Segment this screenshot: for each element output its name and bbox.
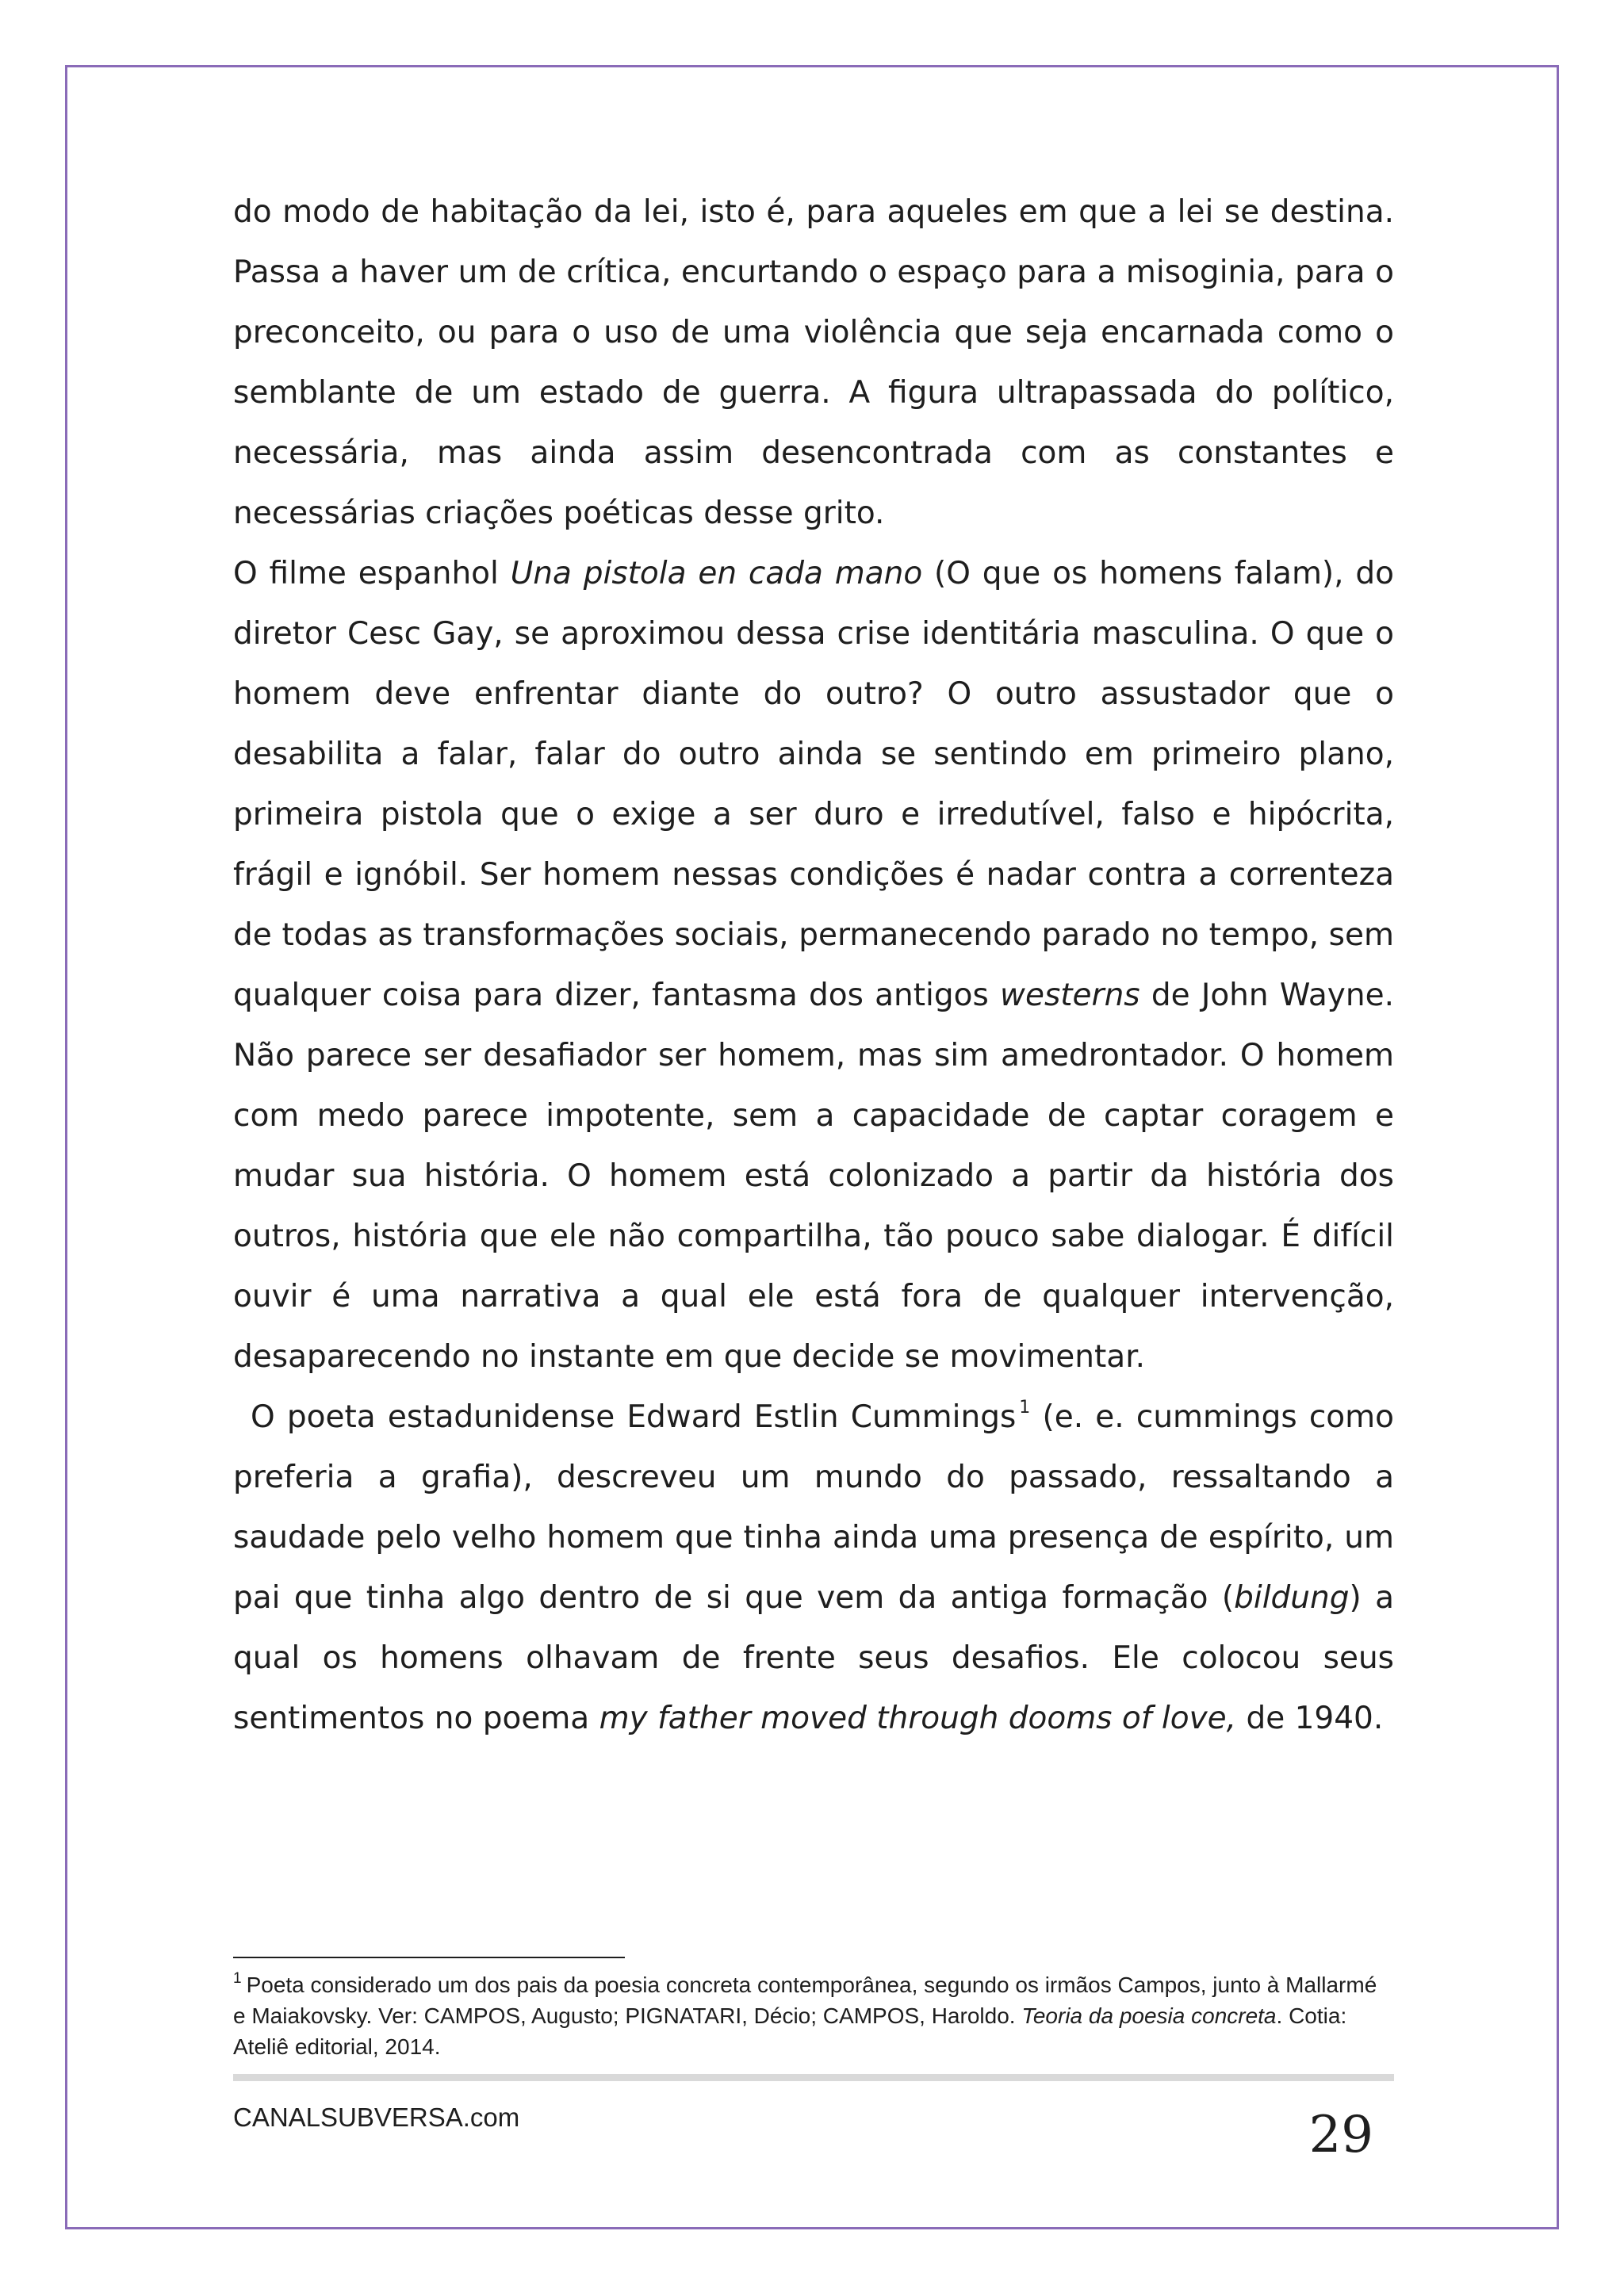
footnote-text-a: Poeta considerado um dos pais da poesia concreta contemporânea, segundo os irmãos Campos, junto à Mallarmé e Maiakovsky. Ver: CAMPOS, Augusto; PIGNATARI, Décio; CAMPOS, Haroldo. [233,1973,1377,2028]
footer-divider [233,2074,1394,2081]
paragraph-2-text-b: (O que os homens falam), do diretor Cesc Gay, se aproximou dessa crise identitária masculina. O que o homem deve enfrentar diante do outro? O outro assustador que o desabilita a falar, falar do outro ainda se sentindo em primeiro plano, primeira pistola que o exige a ser duro e irredutível, falso e hipócrita, frágil e ignóbil. Ser homem nessas condições é nadar contra a correnteza de todas as transformações sociais, permanecendo parado no tempo, sem qualquer coisa para dizer, fantasma dos antigos [233,556,1395,1013]
footnote [233,1969,1394,2062]
footnote-text-b: . Cotia: Ateliê editorial, 2014. [233,2003,1347,2059]
footnote-book-title: Teoria da poesia concreta [1021,2003,1277,2028]
paragraph-2-text-a: O filme espanhol [233,556,511,591]
paragraph-3-text-b: (e. e. cummings como preferia a grafia), descreveu um mundo do passado, ressaltando a saudade pelo velho homem que tinha ainda uma presença de espírito, um pai que tinha algo dentro de si que vem da antiga formação ( [233,1399,1395,1616]
paragraph-1-text: do modo de habitação da lei, isto é, para aqueles em que a lei se destina. Passa a haver um de crítica, encurtando o espaço para a misoginia, para o preconceito, ou para o uso de uma violência que seja encarnada como o semblante de um estado de guerra. A figura ultrapassada do político, necessária, mas ainda assim desencontrada com as constantes e necessárias criações poéticas desse grito. [233,194,1394,531]
paragraph-3-text-c: ) a qual os homens olhavam de frente seus desafios. Ele colocou seus sentimentos no poema [233,1580,1394,1736]
body-text [233,182,1394,1749]
paragraph-3-text-a: O poeta estadunidense Edward Estlin Cummings [251,1399,1017,1435]
paragraph-3 [233,1387,1394,1749]
bildung-term: bildung [1234,1580,1350,1616]
page-number: 29 [1308,2106,1373,2164]
site-name: CANALSUBVERSA.com [233,2103,520,2132]
paragraph-2-text-c: de John Wayne. Não parece ser desafiador ser homem, mas sim amedrontador. O homem com medo parece impotente, sem a capacidade de captar coragem e mudar sua história. O homem está colonizado a partir da história dos outros, história que ele não compartilha, tão pouco sabe dialogar. É difícil ouvir é uma narrativa a qual ele está fora de qualquer intervenção, desaparecendo no instante em que decide se movimentar. [233,978,1394,1375]
footnote-separator [233,1957,625,1958]
poem-title: my father moved through dooms of love, [599,1701,1237,1736]
paragraph-3-text-d: de 1940. [1236,1701,1384,1736]
paragraph-2 [233,544,1394,1387]
footnote-reference[interactable]: 1 [1019,1398,1031,1418]
footnote-mark: 1 [233,1970,242,1987]
westerns-term: westerns [1000,978,1140,1013]
film-title: Una pistola en cada mano [510,556,923,591]
paragraph-1 [233,182,1394,544]
